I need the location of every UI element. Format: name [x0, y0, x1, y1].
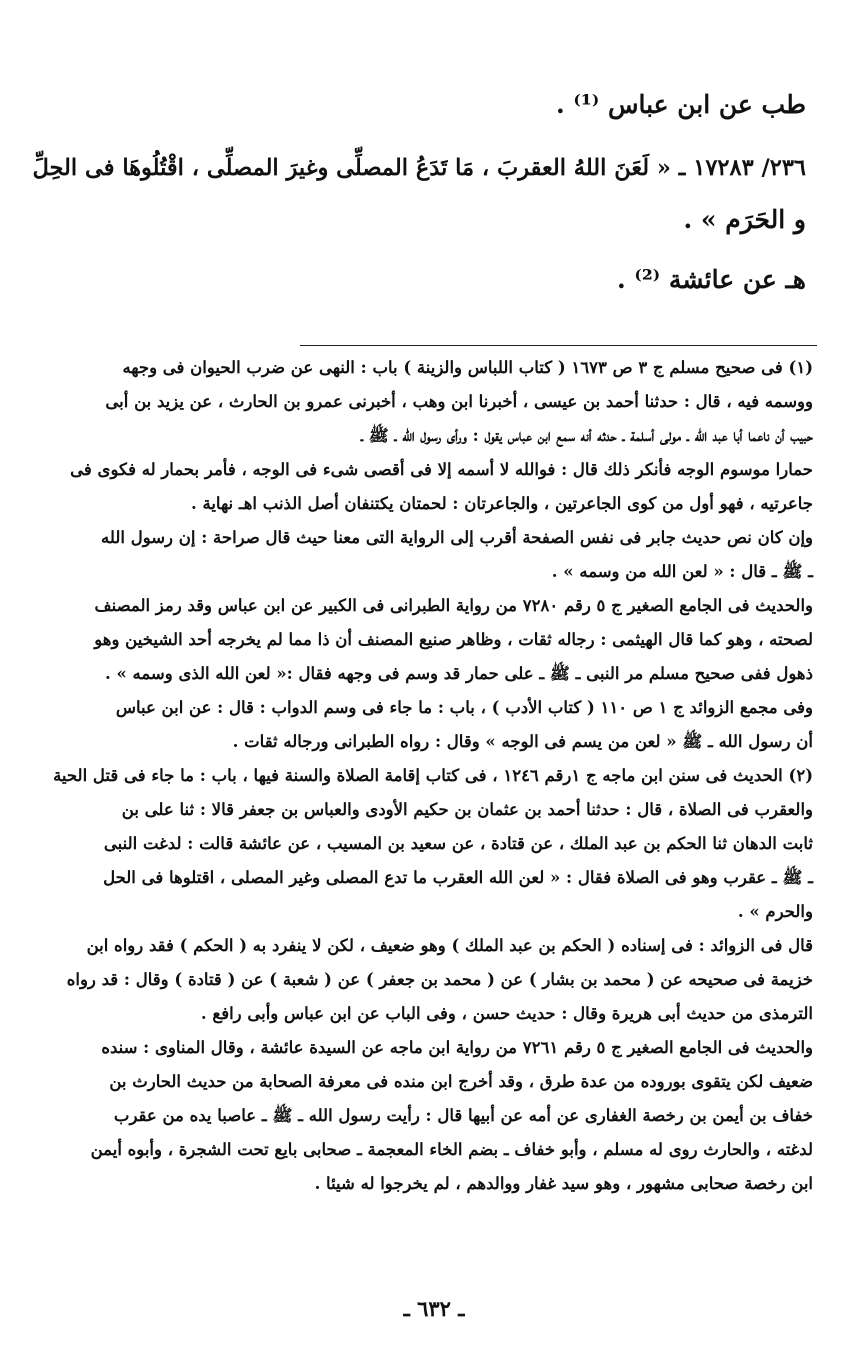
main-text-line-1: طب عن ابن عباس ⁽¹⁾ . — [556, 90, 806, 119]
footnote-line: خفاف بن أيمن بن رخصة الغفارى عن أمه عن أبيها قال : رأيت رسول الله ـ ﷺ ـ عاصبا يده من عقرب — [113, 1106, 813, 1125]
footnote-line: حمارا موسوم الوجه فأنكر ذلك قال : فوالله لا أسمه إلا فى أقصى شىء فى الوجه ، فأمر بحمار له فكوى فى — [70, 460, 813, 479]
footnote-line: ووسمه فيه ، قال : حدثنا أحمد بن عيسى ، أخبرنا ابن وهب ، أخبرنى عمرو بن الحارث ، عن يزيد بن أبى — [105, 392, 813, 411]
footnote-line: حبيب أن ناعما أبا عبد الله ـ مولى أسلمة ـ حدثه أنه سمع ابن عباس يقول : ورأى رسول الله ـ ﷺ ـ — [360, 426, 813, 445]
footnote-line: ذهول ففى صحيح مسلم مر النبى ـ ﷺ ـ على حمار قد وسم فى وجهه فقال :« لعن الله الذى وسمه » . — [104, 664, 813, 683]
footnote-separator — [300, 345, 817, 346]
footnote-line: (٢) الحديث فى سنن ابن ماجه ج ١رقم ١٢٤٦ ، فى كتاب إقامة الصلاة والسنة فيها ، باب : ما جاء فى قتل الحية — [53, 766, 813, 785]
footnote-line: خزيمة فى صحيحه عن ( محمد بن بشار ) عن ( محمد بن جعفر ) عن ( شعبة ) عن ( قتادة ) وقال : قد رواه — [66, 970, 813, 989]
footnote-line: أن رسول الله ـ ﷺ « لعن من يسم فى الوجه » وقال : رواه الطبرانى ورجاله ثقات . — [232, 732, 813, 751]
footnote-line: ـ ﷺ ـ عقرب وهو فى الصلاة فقال : « لعن الله العقرب ما تدع المصلى وغير المصلى ، اقتلوها فى الحل — [103, 868, 813, 887]
footnote-line: والعقرب فى الصلاة ، قال : حدثنا أحمد بن عثمان بن حكيم الأودى والعباس بن جعفر قالا : ثنا على بن — [121, 800, 813, 819]
hadith-text-line-1: ٢٣٦/ ١٧٢٨٣ ـ « لَعَنَ اللهُ العقربَ ، مَا تَدَعُ المصلِّى وغيرَ المصلِّى ، اقْتُلُوهَا فى الحِلِّ — [32, 155, 806, 181]
footnote-line: والحرم » . — [737, 902, 813, 921]
footnote-line: والحديث فى الجامع الصغير ج ٥ رقم ٧٢٦١ من رواية ابن ماجه عن السيدة عائشة ، وقال المناوى : سنده — [101, 1038, 813, 1057]
footnote-line: وإن كان نص حديث جابر فى نفس الصفحة أقرب إلى الرواية التى معنا حيث قال صراحة : إن رسول الله — [101, 528, 813, 547]
footnote-line: قال فى الزوائد : فى إسناده ( الحكم بن عبد الملك ) وهو ضعيف ، لكن لا ينفرد به ( الحكم ) فقد رواه ابن — [86, 936, 813, 955]
footnote-line: ابن رخصة صحابى مشهور ، وهو سيد غفار ووالدهم ، لم يخرجوا له شيئا . — [314, 1174, 813, 1193]
hadith-text-line-2: و الحَرَم » . — [683, 205, 806, 234]
footnote-line: ضعيف لكن يتقوى بوروده من عدة طرق ، وقد أخرج ابن منده فى معرفة الصحابة من حديث الحارث بن — [109, 1072, 813, 1091]
footnote-line: ـ ﷺ ـ قال : « لعن الله من وسمه » . — [551, 562, 813, 581]
footnote-line: الترمذى من حديث أبى هريرة وقال : حديث حسن ، وفى الباب عن ابن عباس وأبى رافع . — [200, 1004, 813, 1023]
footnote-line: وفى مجمع الزوائد ج ١ ص ١١٠ ( كتاب الأدب ) ، باب : ما جاء فى وسم الدواب : قال : عن ابن عباس — [115, 698, 813, 717]
footnote-line: لصحته ، وهو كما قال الهيثمى : رجاله ثقات ، وظاهر صنيع المصنف أن ذا مما لم يخرجه أحد الشيخين وهو — [94, 630, 813, 649]
page-number: ـ ٦٣٢ ـ — [403, 1296, 465, 1321]
footnote-line: والحديث فى الجامع الصغير ج ٥ رقم ٧٢٨٠ من رواية الطبرانى فى الكبير عن ابن عباس وقد رمز المصنف — [94, 596, 813, 615]
footnote-line: ثابت الدهان ثنا الحكم بن عبد الملك ، عن قتادة ، عن سعيد بن المسيب ، عن عائشة قالت : لدغت النبى — [103, 834, 813, 853]
footnote-line: لدغته ، والحارث روى له مسلم ، وأبو خفاف ـ بضم الخاء المعجمة ـ صحابى بايع تحت الشجرة ، وأبوه أيمن — [90, 1140, 813, 1159]
footnote-line: جاعرتيه ، فهو أول من كوى الجاعرتين ، والجاعرتان : لحمتان يكتنفان أصل الذنب اهـ نهاية . — [191, 494, 813, 513]
hadith-source-line: هـ عن عائشة ⁽²⁾ . — [616, 265, 806, 294]
footnote-line: (١) فى صحيح مسلم ج ٣ ص ١٦٧٣ ( كتاب اللباس والزينة ) باب : النهى عن ضرب الحيوان فى وجهه — [122, 358, 813, 377]
